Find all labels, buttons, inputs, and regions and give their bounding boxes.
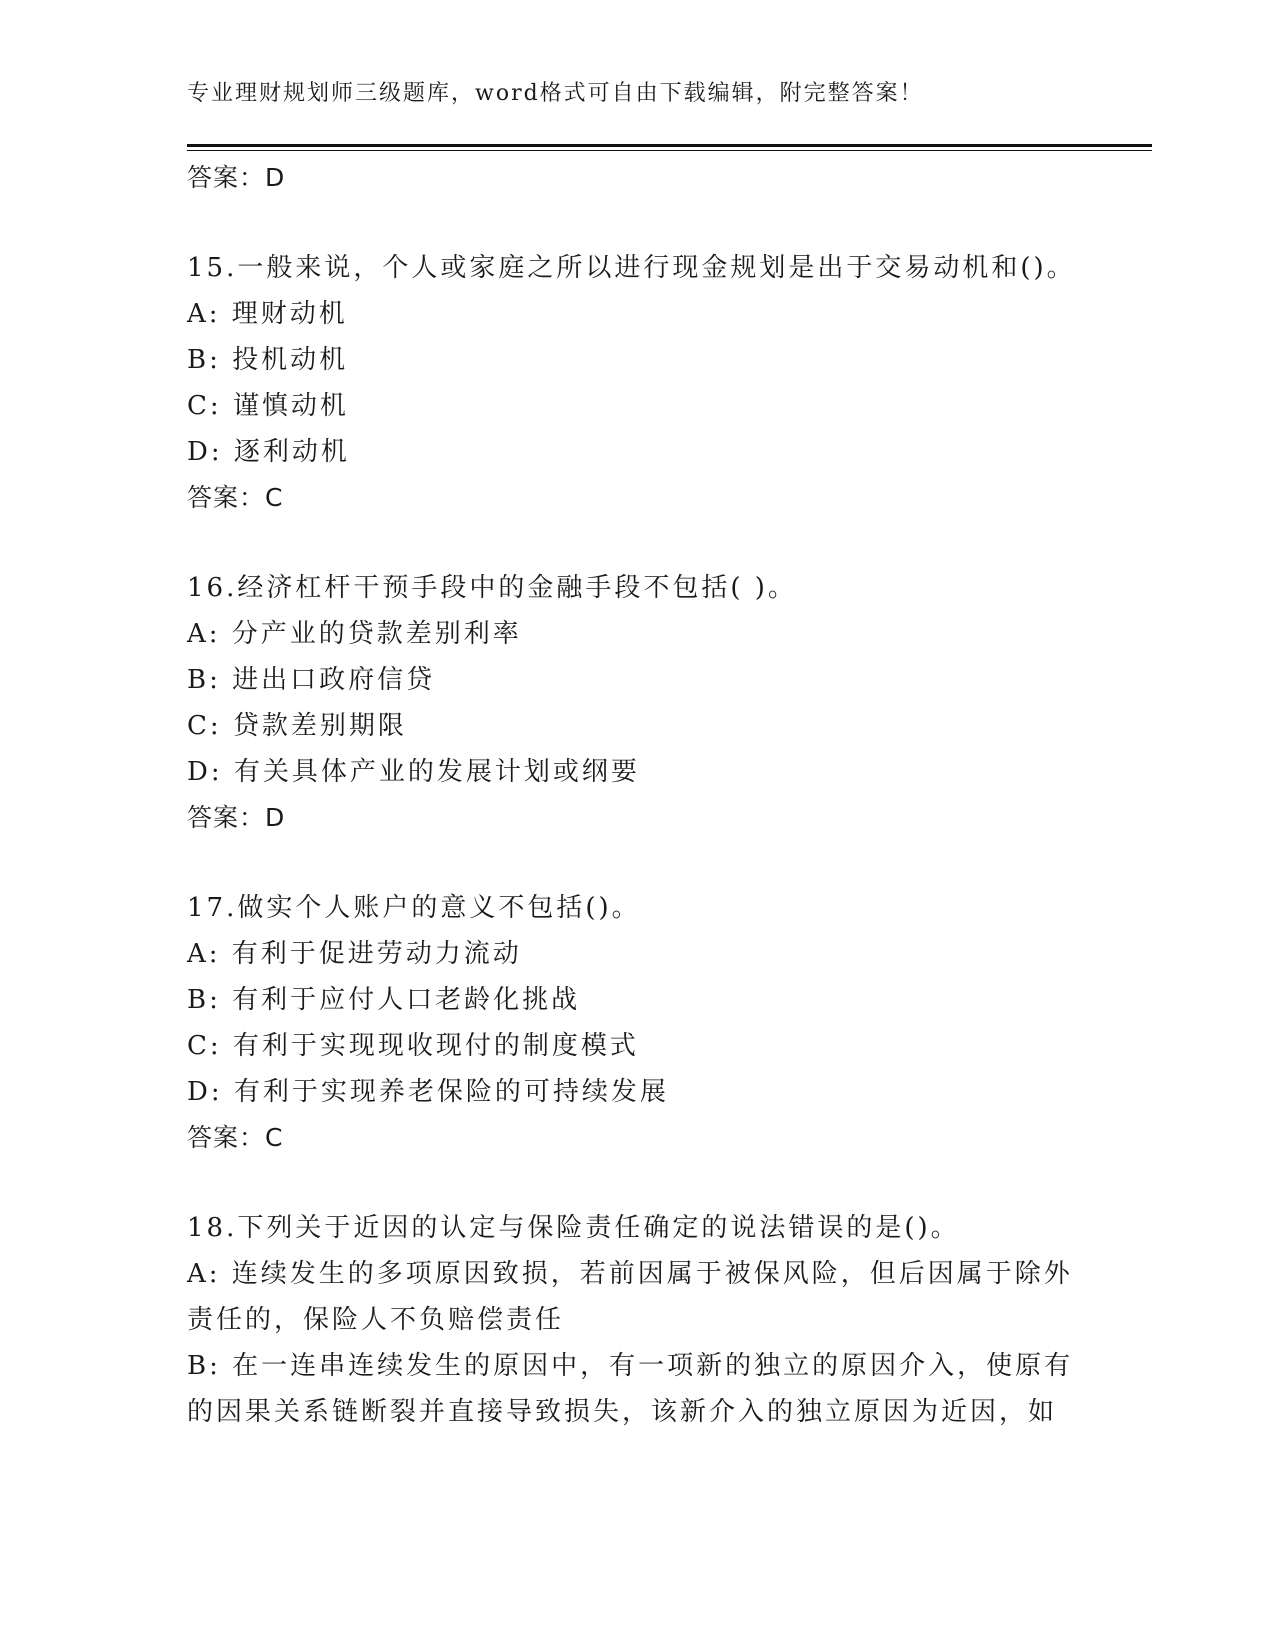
option-b: B: 进出口政府信贷 [187,665,436,695]
option-c: C: 贷款差别期限 [187,711,407,741]
question-block [187,885,1077,1161]
question-stem: 18.下列关于近因的认定与保险责任确定的说法错误的是()。 [187,1213,960,1243]
spacer [187,841,1077,885]
spacer [187,1161,1077,1205]
answer-line: 答案：C [187,1123,284,1152]
option-d: D: 有关具体产业的发展计划或纲要 [187,757,640,787]
question-stem: 15.一般来说，个人或家庭之所以进行现金规划是出于交易动机和()。 [187,253,1076,283]
page-header: 专业理财规划师三级题库，word格式可自由下载编辑，附完整答案！ [187,81,924,106]
question-block [187,565,1077,841]
option-d: D: 逐利动机 [187,437,350,467]
option-a-line-1: A: 连续发生的多项原因致损，若前因属于被保风险，但后因属于除外 [187,1259,1073,1289]
header-rule [187,144,1152,147]
answer-line: 答案：D [187,163,286,192]
option-c: C: 有利于实现现收现付的制度模式 [187,1031,639,1061]
answer-line: 答案：C [187,483,284,512]
option-b-line-1: B: 在一连串连续发生的原因中，有一项新的独立的原因介入，使原有 [187,1351,1074,1381]
spacer [187,521,1077,565]
question-block [187,1205,1077,1435]
answer-line: 答案：D [187,803,286,832]
option-a: A: 分产业的贷款差别利率 [187,619,522,649]
question-stem: 16.经济杠杆干预手段中的金融手段不包括( )。 [187,573,797,603]
question-stem: 17.做实个人账户的意义不包括()。 [187,893,641,923]
document-body [187,155,1077,1435]
option-b-line-2: 的因果关系链断裂并直接导致损失，该新介入的独立原因为近因，如 [187,1397,1058,1427]
option-b: B: 有利于应付人口老龄化挑战 [187,985,581,1015]
spacer [187,201,1077,245]
option-d: D: 有利于实现养老保险的可持续发展 [187,1077,669,1107]
option-a: A: 理财动机 [187,299,348,329]
option-c: C: 谨慎动机 [187,391,349,421]
option-a-line-2: 责任的，保险人不负赔偿责任 [187,1305,565,1335]
question-block [187,245,1077,521]
option-b: B: 投机动机 [187,345,349,375]
option-a: A: 有利于促进劳动力流动 [187,939,522,969]
